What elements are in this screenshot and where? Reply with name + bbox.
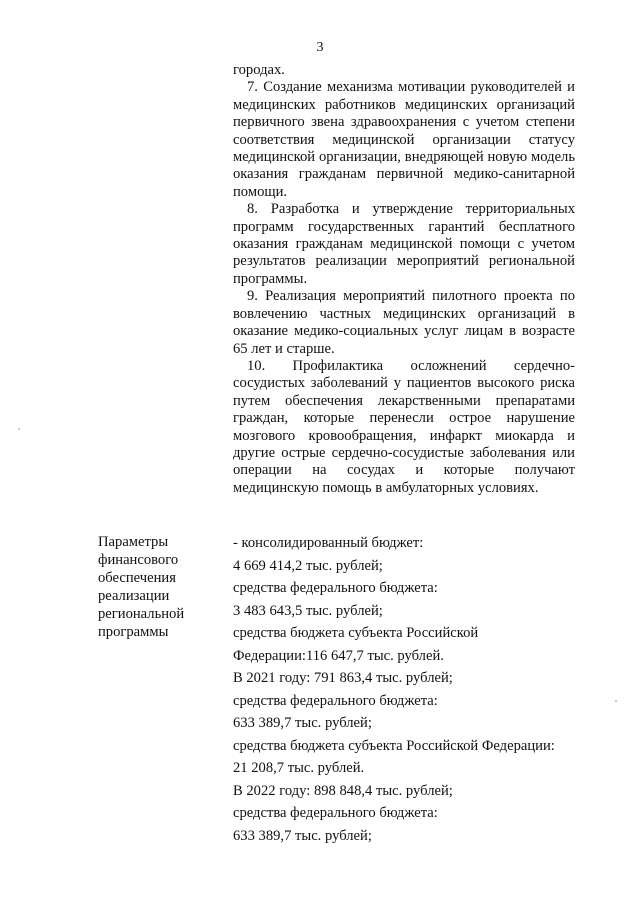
financing-parameters-label bbox=[98, 533, 213, 641]
finance-line: Федерации:116 647,7 тыс. рублей. bbox=[233, 647, 444, 664]
finance-line: В 2021 году: 791 863,4 тыс. рублей; bbox=[233, 670, 453, 686]
finance-line: 633 389,7 тыс. рублей; bbox=[233, 715, 372, 731]
scan-speck bbox=[18, 428, 20, 430]
finance-line: средства федерального бюджета: bbox=[233, 692, 438, 709]
finance-line: 3 483 643,5 тыс. рублей; bbox=[233, 602, 383, 619]
financing-details bbox=[233, 532, 593, 847]
finance-line: - консолидированный бюджет: bbox=[233, 535, 424, 551]
finance-line: средства федерального бюджета: bbox=[233, 805, 438, 821]
finance-line: 21 208,7 тыс. рублей. bbox=[233, 760, 365, 776]
measure-item-7: 7. Создание механизма мотивации руководителей и медицинских работников медицинских организаций первичного звена здравоохранения с учетом степени соответствия медицинской организации статусу медицинской организации, внедряющей новую модель оказания гражданам первичной медико-санитарной помощи. bbox=[233, 79, 575, 200]
measure-item-10: 10. Профилактика осложнений сердечно-сосудистых заболеваний у пациентов высокого риска путем обеспечения лекарственными препаратами граждан, которые перенесли острое нарушение мозгового кровообращения, инфаркт миокарда и другие острые сердечно-сосудистые заболевания или операции на сосудах и которые получают медицинскую помощь в амбулаторных условиях. bbox=[233, 357, 575, 496]
finance-line: В 2022 году: 898 848,4 тыс. рублей; bbox=[233, 782, 453, 799]
scan-speck bbox=[615, 700, 617, 702]
paragraph-continuation: городах. bbox=[233, 62, 285, 78]
label-line: региональной bbox=[98, 606, 185, 622]
finance-line: средства бюджета субъекта Российской Федерации: bbox=[233, 737, 555, 754]
finance-line: 4 669 414,2 тыс. рублей; bbox=[233, 557, 383, 574]
label-line: финансового bbox=[98, 552, 179, 568]
finance-line: 633 389,7 тыс. рублей; bbox=[233, 827, 372, 844]
label-line: обеспечения bbox=[98, 570, 176, 586]
page-number: 3 bbox=[316, 40, 324, 55]
measure-item-9: 9. Реализация мероприятий пилотного проекта по вовлечению частных медицинских организаций в оказание медико-социальных услуг лицам в возрасте 65 лет и старше. bbox=[233, 288, 575, 357]
label-line: реализации bbox=[98, 588, 170, 604]
measure-item-8: 8. Разработка и утверждение территориальных программ государственных гарантий бесплатного оказания гражданам медицинской помощи с учетом результатов реализации мероприятий региональной программы. bbox=[233, 201, 575, 287]
label-line: программы bbox=[98, 624, 169, 640]
measures-list bbox=[233, 62, 575, 497]
label-line: Параметры bbox=[98, 534, 169, 550]
finance-line: средства федерального бюджета: bbox=[233, 580, 438, 596]
finance-line: средства бюджета субъекта Российской bbox=[233, 625, 479, 641]
